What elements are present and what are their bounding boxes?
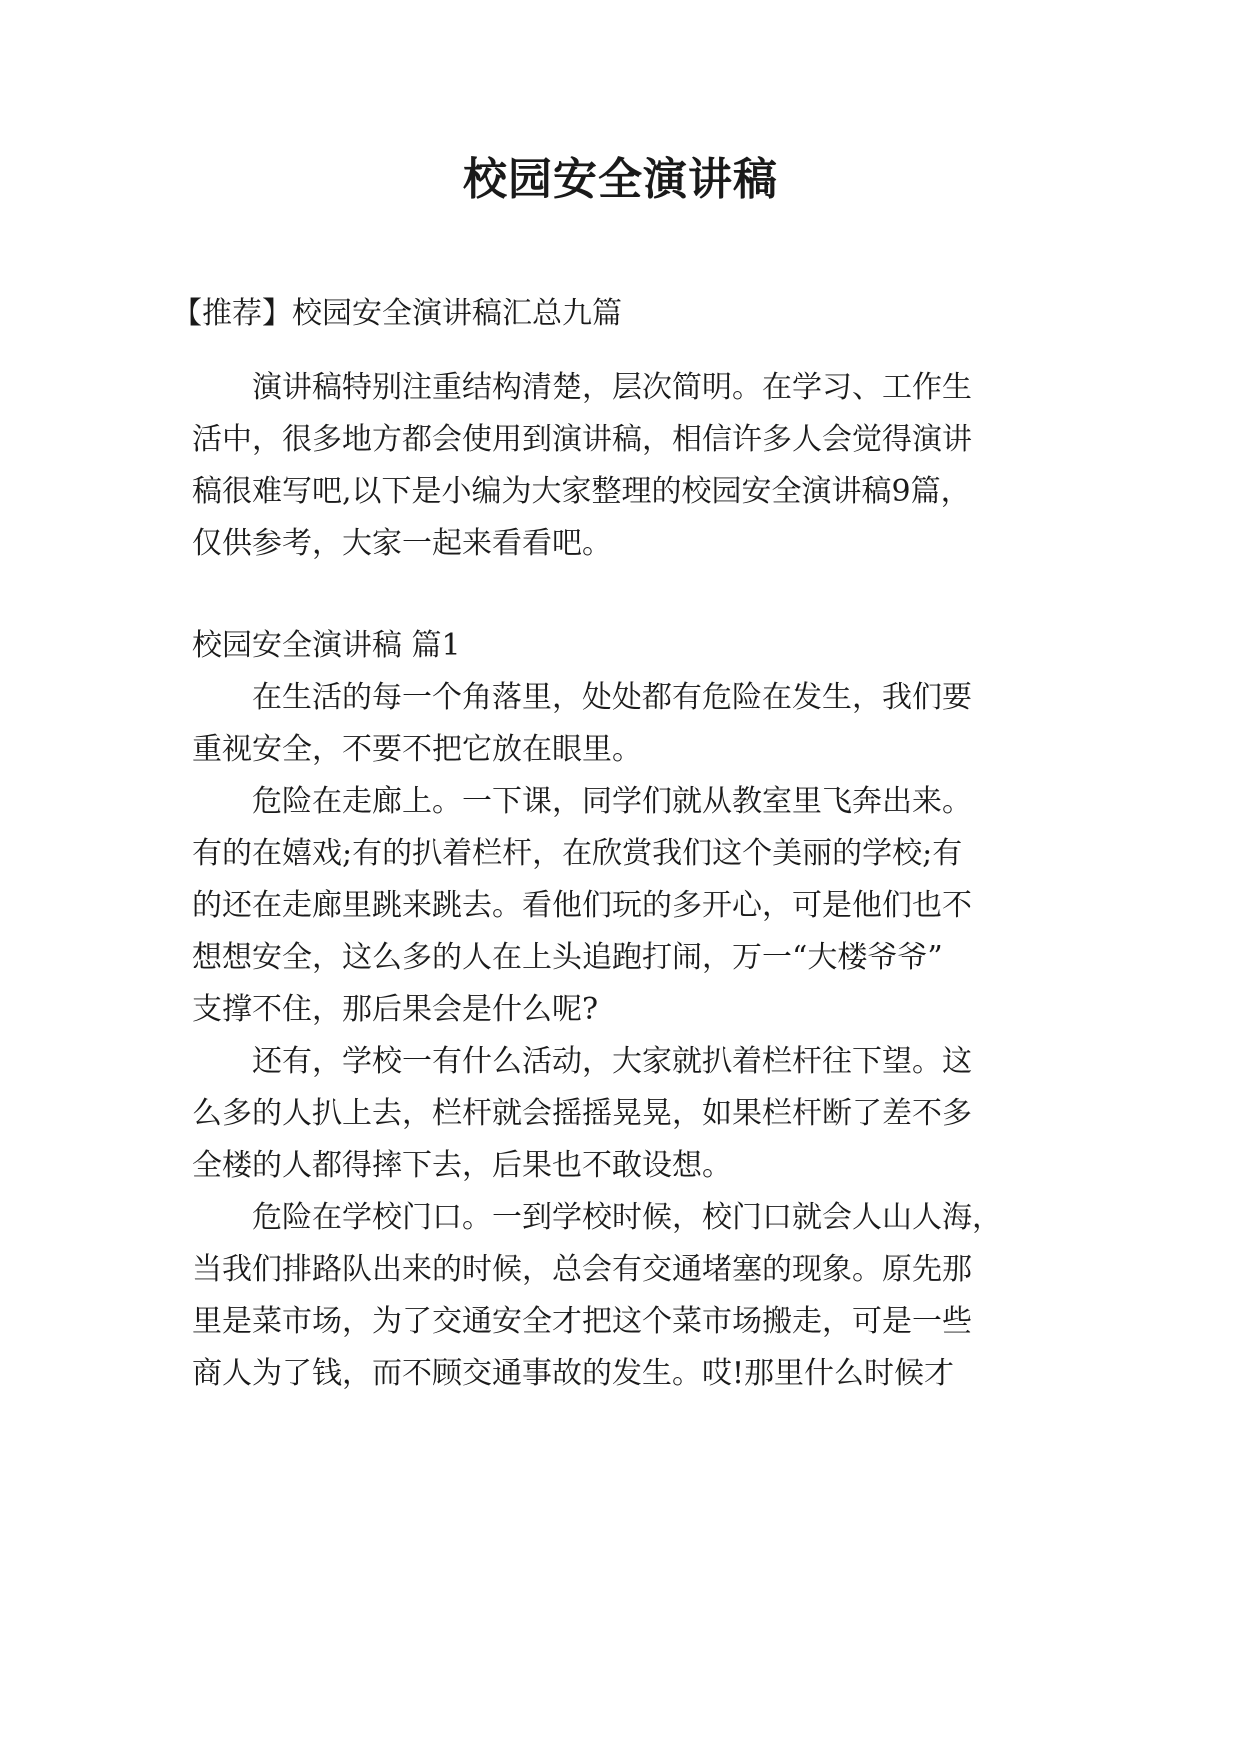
body-line: 还有，学校一有什么活动，大家就扒着栏杆往下望。这 xyxy=(192,1044,972,1079)
body-line: 当我们排路队出来的时候，总会有交通堵塞的现象。原先那 xyxy=(192,1252,972,1287)
section-heading: 校园安全演讲稿 篇1 xyxy=(192,628,461,663)
intro-line: 仅供参考，大家一起来看看吧。 xyxy=(192,526,612,561)
body-line: 有的在嬉戏;有的扒着栏杆，在欣赏我们这个美丽的学校;有 xyxy=(192,836,963,871)
body-line: 重视安全，不要不把它放在眼里。 xyxy=(192,732,642,767)
body-line: 里是菜市场，为了交通安全才把这个菜市场搬走，可是一些 xyxy=(192,1304,972,1339)
intro-line: 演讲稿特别注重结构清楚，层次简明。在学习、工作生 xyxy=(192,370,972,405)
body-line: 全楼的人都得摔下去，后果也不敢设想。 xyxy=(192,1148,732,1183)
document-subtitle: 【推荐】校园安全演讲稿汇总九篇 xyxy=(172,296,622,331)
intro-line: 活中，很多地方都会使用到演讲稿，相信许多人会觉得演讲 xyxy=(192,422,972,457)
document-title: 校园安全演讲稿 xyxy=(463,154,778,205)
body-line: 想想安全，这么多的人在上头追跑打闹，万一“大楼爷爷” xyxy=(192,940,943,975)
body-line: 危险在学校门口。一到学校时候，校门口就会人山人海， xyxy=(192,1200,1002,1235)
body-line: 的还在走廊里跳来跳去。看他们玩的多开心，可是他们也不 xyxy=(192,888,972,923)
intro-line: 稿很难写吧,以下是小编为大家整理的校园安全演讲稿9篇， xyxy=(192,474,971,509)
body-line: 在生活的每一个角落里，处处都有危险在发生，我们要 xyxy=(192,680,972,715)
body-line: 么多的人扒上去，栏杆就会摇摇晃晃，如果栏杆断了差不多 xyxy=(192,1096,972,1131)
body-line: 支撑不住，那后果会是什么呢? xyxy=(192,992,599,1027)
body-line: 商人为了钱，而不顾交通事故的发生。哎!那里什么时候才 xyxy=(192,1356,955,1391)
body-line: 危险在走廊上。一下课，同学们就从教室里飞奔出来。 xyxy=(192,784,972,819)
